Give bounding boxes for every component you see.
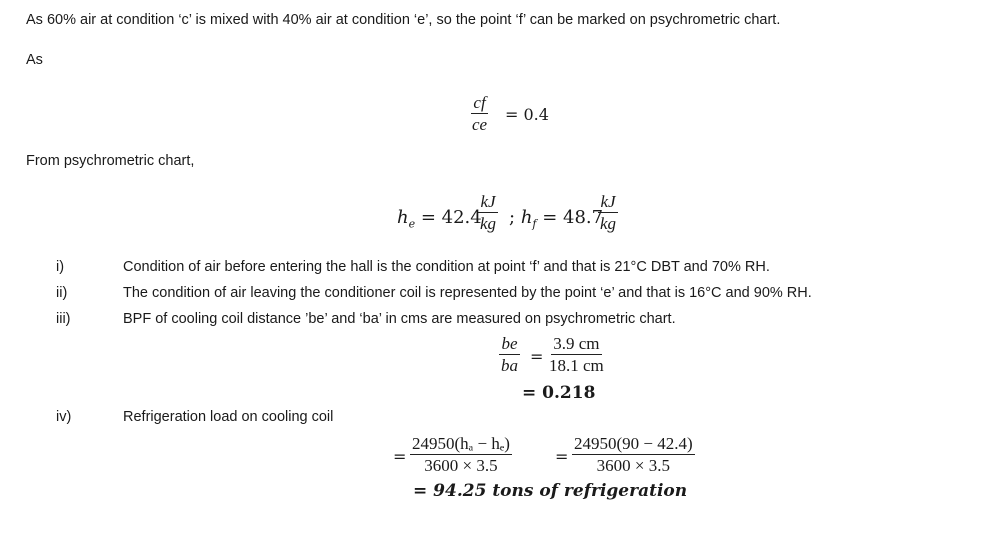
he-symbol: h [397,207,409,228]
unit-numerator: kJ [600,192,616,211]
hf-subscript: f [532,217,537,231]
equals-sign: = [530,347,544,366]
hf-value: = 48.7 [542,207,604,228]
as-label: As [26,52,43,68]
hf-unit [598,192,618,233]
fraction-denominator: ba [501,356,518,375]
equals-sign: = [393,447,407,466]
equals-sign: = [555,447,569,466]
list-number: iii) [56,311,71,327]
fraction-denominator: ce [472,115,488,134]
fraction-numerator: 24950(90 − 42.4) [574,434,693,453]
length-fraction [547,334,606,375]
list-number: i) [56,259,65,275]
unit-denominator: kg [480,214,497,233]
fraction-denominator: 3600 × 3.5 [596,456,670,475]
load-fraction-numeric [572,434,695,475]
list-number: ii) [56,285,68,301]
bpf-result: = 0.218 [522,383,596,403]
unit-denominator: kg [600,214,617,233]
fraction-numerator: cf [473,93,486,112]
fraction-numerator: 3.9 cm [553,334,600,353]
fraction-denominator: 3600 × 3.5 [424,456,498,475]
list-item: The condition of air leaving the conditioner coil is represented by the point ‘e’ and that is 16°C and 90% RH. [123,285,812,301]
fraction-numerator: be [501,334,518,353]
intro-text: As 60% air at condition ‘c’ is mixed with 40% air at condition ‘e’, so the point ‘f’ can be marked on psychrometric chart. [26,12,781,28]
list-number: iv) [56,409,72,425]
unit-numerator: kJ [480,192,496,211]
he-subscript: e [408,217,416,231]
list-item: Refrigeration load on cooling coil [123,409,334,425]
fraction-numerator: 24950(hₐ − hₑ) [412,434,510,453]
be-ba-fraction [499,334,520,375]
he-unit [478,192,498,233]
list-item: BPF of cooling coil distance ’be’ and ‘ba’ in cms are measured on psychrometric chart. [123,311,676,327]
from-chart-text: From psychrometric chart, [26,153,195,169]
fraction-denominator: 18.1 cm [549,356,604,375]
load-result: = 94.25 tons of refrigeration [413,481,688,501]
hf-symbol: h [520,207,533,228]
ratio-value: = 0.4 [505,105,549,124]
cf-ce-fraction [470,93,489,134]
load-fraction-symbolic [410,434,512,475]
separator: ; [509,207,516,228]
he-value: = 42.4 [420,207,482,228]
list-item: Condition of air before entering the hall is the condition at point ‘f’ and that is 21°C DBT and 70% RH. [123,259,770,275]
